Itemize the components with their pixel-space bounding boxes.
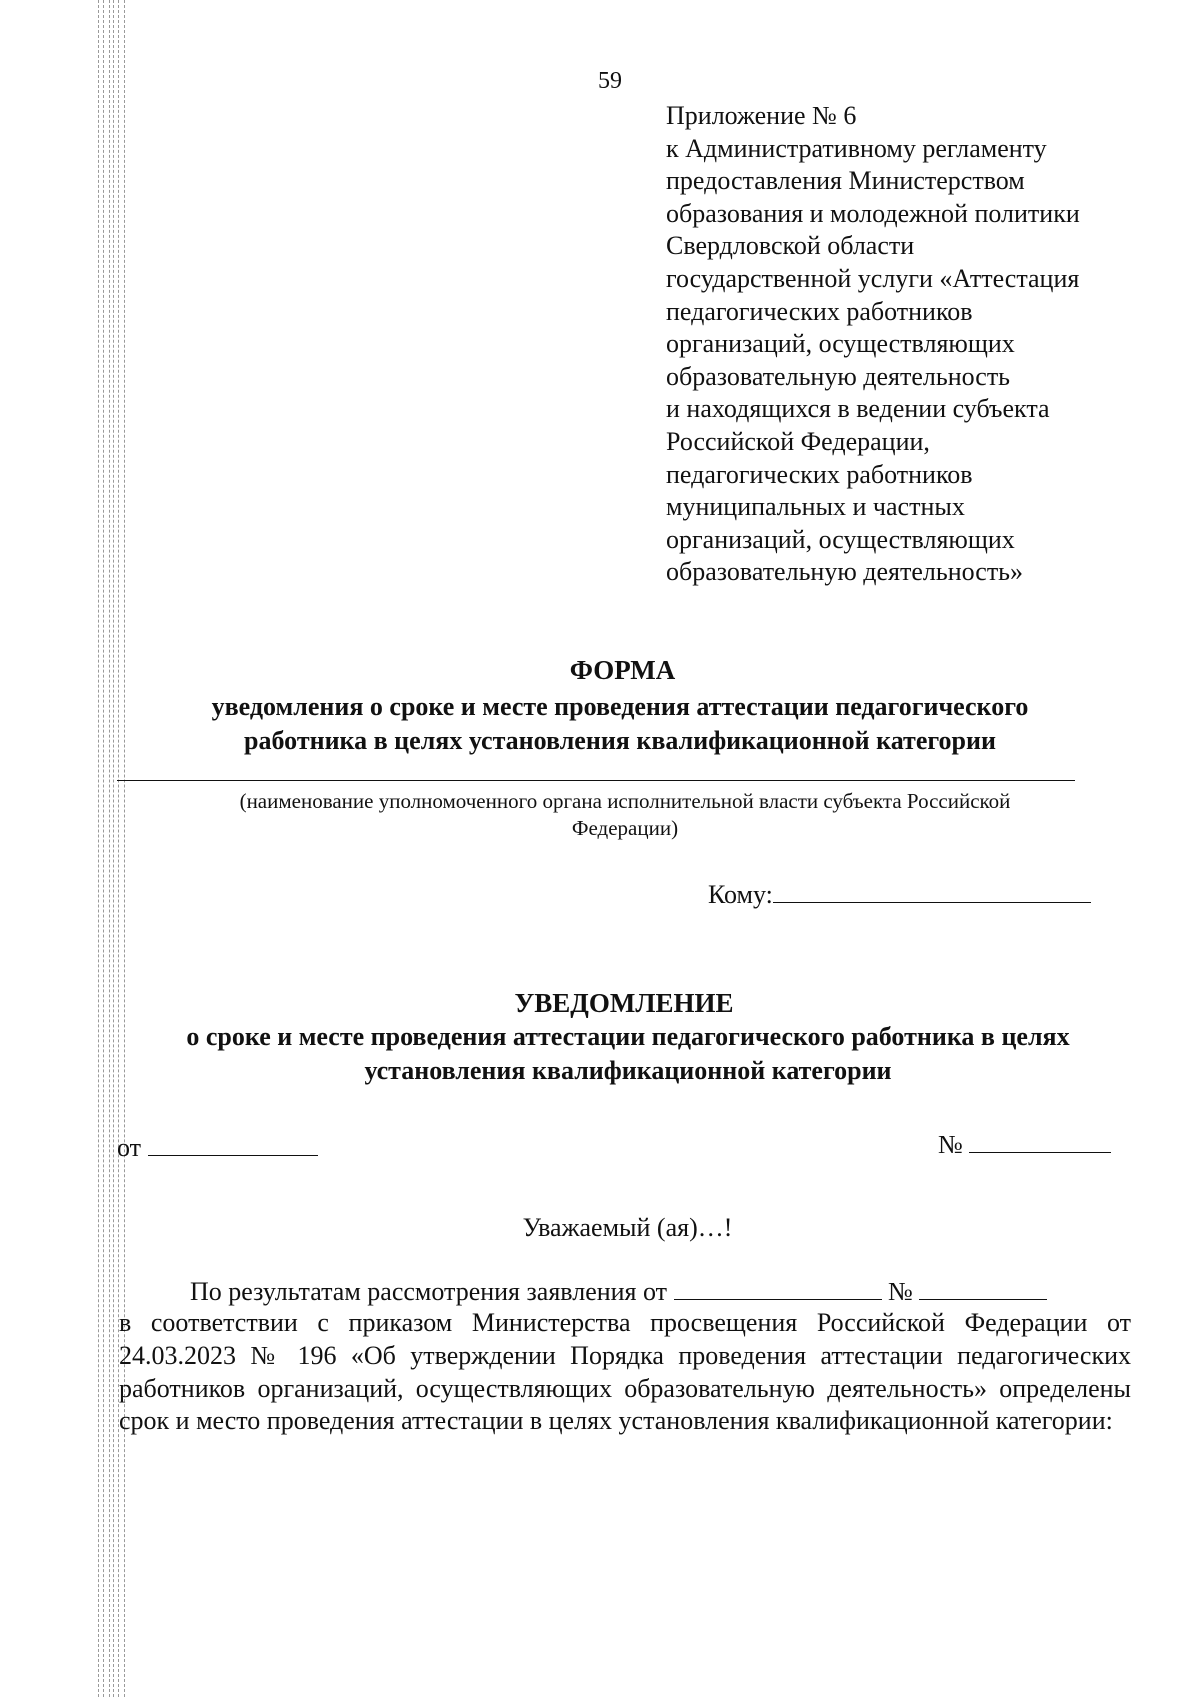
appendix-line: и находящихся в ведении субъекта	[666, 394, 1050, 424]
appendix-line: муниципальных и частных	[666, 492, 965, 522]
greeting: Уважаемый (ая)…!	[522, 1213, 733, 1242]
application-number-blank	[919, 1277, 1047, 1300]
body-first-text: По результатам рассмотрения заявления от	[190, 1277, 668, 1306]
body-first-line	[190, 1277, 1047, 1307]
org-name-fill-line	[117, 780, 1075, 781]
form-title: ФОРМА	[569, 655, 676, 685]
appendix-line: Российской Федерации,	[666, 426, 930, 456]
appendix-header	[666, 100, 1126, 589]
appendix-line: образовательную деятельность»	[666, 557, 1024, 587]
org-name-caption: (наименование уполномоченного органа исполнительной власти субъекта Российской Федерации)	[239, 789, 1011, 840]
scan-binding-artifact	[96, 0, 136, 1697]
appendix-line: педагогических работников	[666, 459, 973, 489]
recipient-blank	[773, 878, 1091, 903]
notice-title: УВЕДОМЛЕНИЕ	[514, 988, 734, 1018]
number-label: №	[938, 1130, 963, 1159]
appendix-line: организаций, осуществляющих	[666, 329, 1015, 359]
application-date-blank	[674, 1277, 882, 1300]
form-subtitle: уведомления о сроке и месте проведения аттестации педагогического работника в целях установления квалификационной категории	[211, 692, 1029, 755]
appendix-line: к Административному регламенту	[666, 133, 1047, 163]
date-blank	[148, 1133, 318, 1156]
number-row	[938, 1130, 1111, 1160]
appendix-line: образования и молодежной политики	[666, 198, 1080, 228]
appendix-line: образовательную деятельность	[666, 361, 1011, 391]
body-number-label: №	[888, 1277, 913, 1306]
recipient-row	[708, 878, 1091, 910]
number-blank	[969, 1130, 1111, 1153]
appendix-line: Свердловской области	[666, 231, 915, 261]
date-row	[117, 1133, 318, 1163]
appendix-line: государственной услуги «Аттестация	[666, 263, 1080, 293]
appendix-line: педагогических работников	[666, 296, 973, 326]
appendix-line: организаций, осуществляющих	[666, 524, 1015, 554]
notice-subtitle: о сроке и месте проведения аттестации педагогического работника в целях установления квалификационной категории	[186, 1022, 1070, 1085]
appendix-line: Приложение № 6	[666, 101, 857, 130]
appendix-line: предоставления Министерством	[666, 166, 1025, 196]
page-number: 59	[598, 68, 622, 94]
date-label: от	[117, 1133, 142, 1162]
recipient-label: Кому:	[708, 880, 773, 909]
body-paragraph: в соответствии с приказом Министерства просвещения Российской Федерации от 24.03.2023 № 196 «Об утверждении Порядка проведения аттестации педагогических работников организаций, осуществляющих образовательную деятельность» определены срок и место проведения аттестации в целях установления квалификационной категории:	[119, 1308, 1131, 1436]
